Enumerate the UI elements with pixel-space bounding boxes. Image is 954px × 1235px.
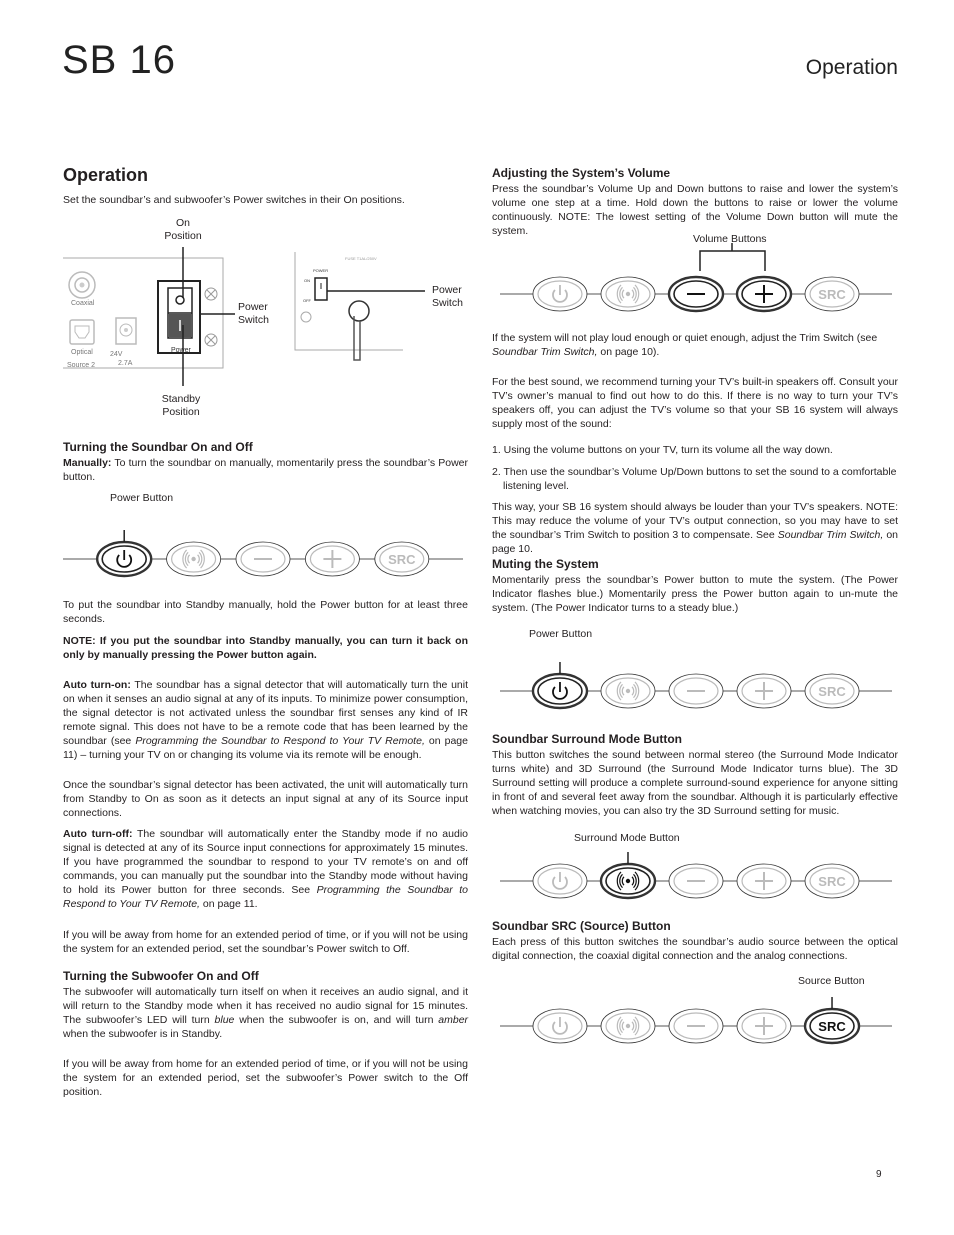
power-button [533,277,587,311]
volume-heading: Adjusting the System’s Volume [492,166,671,180]
button-strip-volume [500,265,892,319]
surround-button [167,542,221,576]
surround-button [601,674,655,708]
auto-on-label: Auto turn-on: [63,679,131,691]
power-button [533,1009,587,1043]
louder-text-1: This way, your SB 16 system should always be louder than your TV’s speakers. NOTE: This may reduce the volume of your TV’s output connection, so you may have to set the soundbar’s Trim Switch to position 3 to compensate. See [492,501,898,541]
source-button [805,864,859,898]
button-strip-svg [500,265,892,319]
fuse-label: FUSE T1AL/250V [345,256,377,261]
source-icon [818,874,846,889]
on-position-label [158,217,208,242]
auto-on-text-2: on page 11) – turning your TV on or changing its volume via its remote will be enough. [63,735,468,761]
subwoofer-heading: Turning the Subwoofer On and Off [63,969,259,983]
volume-down-button [669,277,723,311]
sub-text-3: when the subwoofer is in Standby. [63,1028,223,1040]
sub-text-1: The subwoofer will automatically turn itself on when it receives an audio signal, and it will return to the Standby mode when it has received no audio signal for 15 minutes. The subwoofer’s LED will turn [63,986,468,1026]
soundbar-power-switch-label [238,301,269,326]
src-heading: Soundbar SRC (Source) Button [492,919,671,933]
mute-heading: Muting the System [492,557,599,571]
source-icon [818,684,846,699]
amp-label: 2.7A [118,360,133,367]
volume-up-button [305,542,359,576]
trim-italic: Soundbar Trim Switch, [492,346,598,358]
mute-paragraph: Momentarily press the soundbar’s Power button to mute the system. (The Power Indicator flashes blue.) Momentarily press the Power button again to un-mute the system. (The Power Indicator turns to a steady blue.) [492,574,898,614]
trim-text-2: on page 10). [600,346,660,358]
subwoofer-power-switch-label [432,284,463,309]
volume-up-button [737,674,791,708]
louder-paragraph [492,500,898,556]
intro-text: Set the soundbar’s and subwoofer’s Power switches in their On positions. [63,194,405,206]
step-2 [492,465,898,493]
volume-buttons-callout: Volume Buttons [693,233,767,245]
source-icon [818,1019,846,1034]
src-paragraph: Each press of this button switches the soundbar’s audio source between the optical digital connection, the coaxial digital connection and the analog connections. [492,936,898,962]
mute-power-callout: Power Button [529,628,593,640]
auto-off-italic: Programming the Soundbar to Respond to Your TV Remote, [63,884,469,910]
optical-label: Optical [71,349,93,356]
volume-down-button [669,674,723,708]
button-strip-power [63,530,463,584]
standby-label-line1: Standby [161,393,201,405]
auto-off-paragraph [63,827,468,911]
on-label-line1: On [175,217,190,229]
button-strip-mute [500,662,892,716]
volume-up-button [737,864,791,898]
source-icon [388,552,416,567]
power-label: Power [171,347,191,354]
power-button [533,662,587,708]
sub-text-2: when the subwoofer is on, and will turn [239,1014,434,1026]
running-header: Operation [805,56,898,79]
power-button-callout: Power Button [110,492,174,504]
volume-down-button [669,1009,723,1043]
trim-paragraph [492,331,898,359]
source2-label: Source 2 [67,362,96,369]
sub-amber: amber [438,1014,469,1026]
louder-text-2: on page 10. [492,529,899,555]
button-strip-surround [500,852,892,906]
svg-text:SRC: SRC [818,684,846,699]
psr-line2: Switch [432,296,463,309]
sw-off-label: OFF [303,298,311,303]
away-paragraph-1: If you will be away from home for an extended period of time, or if you will not be using the system for an extended period, set the soundbar’s Power switch to Off. [63,929,468,955]
standby-position-label [151,393,211,418]
power-button [533,864,587,898]
power-cord-icon [349,301,369,321]
step-1: 1. Using the volume buttons on your TV, turn its volume all the way down. [492,444,833,456]
psl-line1: Power [238,301,268,313]
coaxial-label: Coaxial [71,300,95,307]
button-strip-source [500,997,892,1051]
svg-text:SRC: SRC [818,1019,846,1034]
source-button [805,277,859,311]
button-strip-svg [63,530,463,584]
subwoofer-paragraph [63,985,468,1041]
svg-text:SRC: SRC [388,552,416,567]
away-paragraph-2: If you will be away from home for an extended period of time, or if you will not be using the system for an extended period, set the subwoofer’s Power switch to the Off position. [63,1058,468,1098]
button-strip-svg [500,662,892,716]
volume-down-button [236,542,290,576]
power-button [97,530,151,576]
auto-on-paragraph [63,678,468,762]
detector-paragraph: Once the soundbar’s signal detector has been activated, the unit will automatically turn from Standby to On as soon as it detects an input signal at any of its Source input connections. [63,779,468,819]
source-button [375,542,429,576]
svg-text:SRC: SRC [818,874,846,889]
auto-on-italic: Programming the Soundbar to Respond to Your TV Remote, [135,735,425,747]
note-paragraph: NOTE: If you put the soundbar into Standby manually, you can turn it back on only by manually pressing the Power button again. [63,635,468,661]
surround-button [601,852,655,898]
source-button [805,674,859,708]
manually-text: To turn the soundbar on manually, momentarily press the soundbar’s Power button. [63,457,468,483]
volt-label: 24V [110,351,123,358]
source-callout: Source Button [798,975,865,987]
best-sound-paragraph: For the best sound, we recommend turning your TV’s built-in speakers off. Consult your TV’s owner’s manual to find out how to do this. If there is no way to turn your TV’s speakers off, you can adjust the TV’s volume so that your SB 16 system will always supply most of the sound: [492,376,898,430]
volume-down-button [669,864,723,898]
volume-paragraph: Press the soundbar’s Volume Up and Down buttons to raise and lower the system’s volume one step at a time. Hold down the buttons to raise or lower the volume continuously. NOTE: The lowest setting of the Volume Down button will mute the system. [492,183,898,237]
trim-text-1: If the system will not play loud enough or quiet enough, adjust the Trim Switch (see [492,332,878,344]
sub-blue: blue [214,1014,235,1026]
surround-button [601,1009,655,1043]
surround-paragraph: This button switches the sound between normal stereo (the Surround Mode Indicator turns white) and 3D Surround (the Surround Mode Indicator turns blue). The 3D Surround setting will produce a complete surround-sound experience for anyone sitting in front of and several feet away from the soundbar. Although it is particularly effective when watching movies, you can also try the 3D Surround setting for music. [492,749,898,817]
volume-up-button [737,1009,791,1043]
source-button [805,997,859,1043]
manually-paragraph [63,456,468,484]
auto-off-text-2: on page 11. [202,898,258,910]
auto-off-text-1: The soundbar will automatically enter the Standby mode if no audio signal is detected at any of its Source input connections for approximately 15 minutes. If you have programmed the soundbar to respond to your TV remote’s on and off commands, you can manually put the soundbar into the Standby mode without having to hold its Power button for three seconds. See [63,828,468,896]
source-icon [818,287,846,302]
svg-text:SRC: SRC [818,287,846,302]
auto-off-label: Auto turn-off: [63,828,133,840]
psr-line1: Power [432,284,462,296]
manually-label: Manually: [63,457,112,469]
step-2a: 2. Then use the soundbar’s Volume Up/Down buttons to set the sound to a comfortable [492,466,897,478]
surround-heading: Soundbar Surround Mode Button [492,732,682,746]
surround-callout: Surround Mode Button [574,832,680,844]
standby-label-line2: Position [162,405,200,418]
psl-line2: Switch [238,313,269,326]
rear-panel-diagram [63,210,473,425]
sw-power-label: POWER [313,268,329,273]
standby-paragraph: To put the soundbar into Standby manually, hold the Power button for at least three seconds. [63,599,468,625]
button-strip-svg [500,852,892,906]
surround-button [601,277,655,311]
page-number: 9 [876,1169,882,1180]
step-2b: listening level. [503,480,569,492]
button-strip-svg [500,997,892,1051]
on-label-line2: Position [164,229,202,242]
optical-jack-icon [70,320,94,344]
turning-on-heading: Turning the Soundbar On and Off [63,440,253,454]
auto-on-text-1: The soundbar has a signal detector that will automatically turn the unit on when it senses an audio signal at any of its inputs. To minimize power consumption, the signal detector is not activated unless the soundbar first senses any kind of IR remote signal. This does not have to be a remote code that has been learned by the soundbar (see [63,679,469,747]
volume-up-button [737,277,791,311]
brand-title: SB 16 [62,38,176,82]
section-heading: Operation [63,165,149,185]
louder-italic: Soundbar Trim Switch, [777,529,884,541]
sw-on-label: ON [304,278,310,283]
